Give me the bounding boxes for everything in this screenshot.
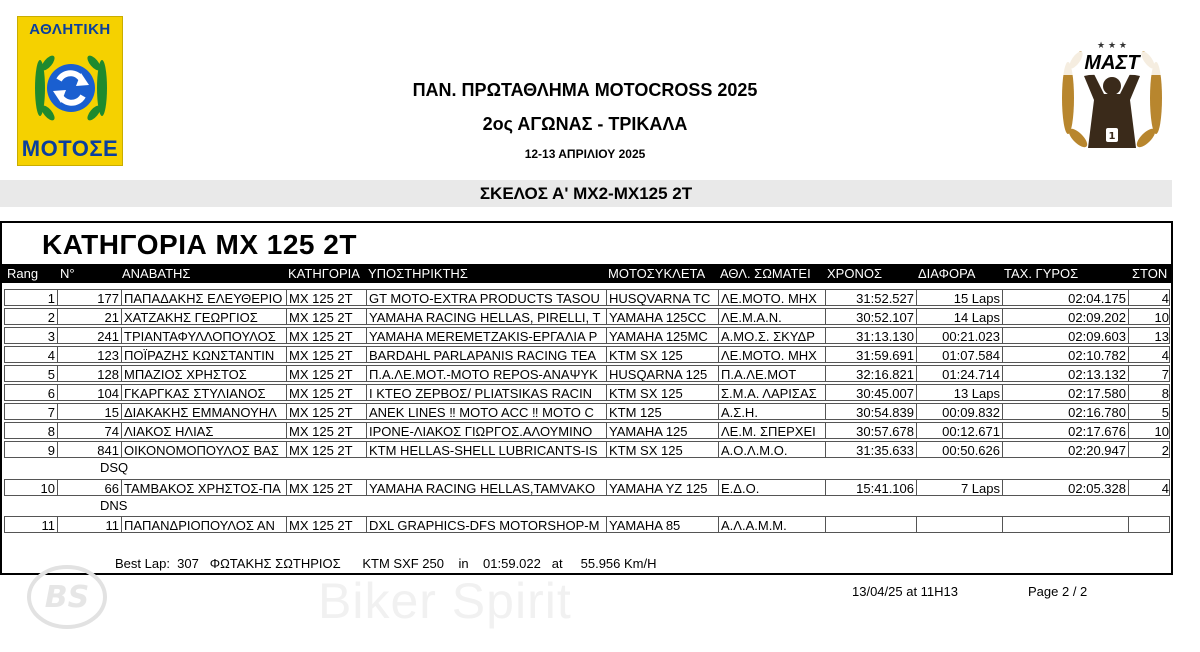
cell-best: 02:16.780: [1002, 404, 1128, 419]
cell-rang: 6: [47, 386, 55, 400]
header-category: ΚΑΤΗΓΟΡΙΑ: [288, 266, 360, 281]
cell-club: Α.Σ.Η.: [718, 404, 825, 419]
header-bike: ΜΟΤΟΣΥΚΛΕΤΑ: [608, 266, 706, 281]
cell-num: 123: [57, 347, 121, 362]
cell-category: MX 125 2T: [286, 423, 366, 438]
cell-bike: YAMAHA YZ 125: [606, 480, 718, 495]
cell-time: 30:54.839: [825, 404, 916, 419]
cell-rider: ΛΙΑΚΟΣ ΗΛΙΑΣ: [121, 423, 286, 438]
cell-time: 31:52.527: [825, 290, 916, 305]
cell-rider: ΠΑΠΑΝΔΡΙΟΠΟΥΛΟΣ ΑΝ: [121, 517, 286, 532]
cell-rang: 11: [41, 518, 55, 532]
best-lap-time: 01:59.022: [483, 556, 541, 571]
header-time: ΧΡΟΝΟΣ: [827, 266, 882, 281]
cell-best: 02:09.603: [1002, 328, 1128, 343]
footer-date: 13/04/25 at 11H13: [852, 584, 959, 599]
cell-num: 66: [57, 480, 121, 495]
cell-lap: 8: [1128, 385, 1171, 400]
cell-num: 128: [57, 366, 121, 381]
cell-club: ΛΕ.ΜΟΤΟ. ΜΗΧ: [718, 347, 825, 362]
cell-club: Ε.Δ.Ο.: [718, 480, 825, 495]
cell-sponsor: YAMAHA RACING HELLAS, PIRELLI, T: [366, 309, 606, 324]
cell-lap: 5: [1128, 404, 1171, 419]
cell-rang: 7: [47, 405, 55, 419]
cell-category: MX 125 2T: [286, 290, 366, 305]
logo-left-top-text: ΑΘΛΗΤΙΚΗ: [29, 21, 111, 38]
cell-num: 21: [57, 309, 121, 324]
watermark-logo-text: BS: [44, 580, 90, 615]
cell-club: Π.Α.ΛΕ.ΜΟΤ: [718, 366, 825, 381]
cell-time: 31:59.691: [825, 347, 916, 362]
cell-lap: 10: [1128, 423, 1171, 438]
table-row: [4, 308, 1170, 325]
cell-bike: KTM SX 125: [606, 385, 718, 400]
cell-time: 31:13.130: [825, 328, 916, 343]
section-title: ΣΚΕΛΟΣ Α' MX2-MX125 2T: [0, 180, 1172, 207]
cell-bike: YAMAHA 125CC: [606, 309, 718, 324]
cell-diff: 13 Laps: [916, 385, 1002, 400]
cell-best: 02:17.580: [1002, 385, 1128, 400]
cell-best: 02:13.132: [1002, 366, 1128, 381]
category-title: ΚΑΤΗΓΟΡΙΑ MX 125 2T: [42, 229, 357, 260]
mast-logo: [1054, 36, 1170, 156]
cell-sponsor: Π.Α.ΛΕ.ΜΟΤ.-MOTO REPOS-ΑΝΑΨΥΚ: [366, 366, 606, 381]
cell-diff: 01:07.584: [916, 347, 1002, 362]
cell-best: 02:05.328: [1002, 480, 1128, 495]
cell-time: 31:35.633: [825, 442, 916, 457]
cell-best: 02:09.202: [1002, 309, 1128, 324]
cell-best: 02:10.782: [1002, 347, 1128, 362]
championship-title: ΠΑΝ. ΠΡΩΤΑΘΛΗΜΑ MOTOCROSS 2025: [412, 80, 758, 100]
table-row: [4, 479, 1170, 496]
cell-num: 15: [57, 404, 121, 419]
table-row: [4, 346, 1170, 363]
logo-left-bottom-text: ΜΟΤΟΣΕ: [21, 136, 119, 161]
cell-sponsor: YAMAHA RACING HELLAS,TAMVAKO: [366, 480, 606, 495]
best-lap-in: in: [458, 556, 469, 571]
cell-time: 32:16.821: [825, 366, 916, 381]
best-lap-rider: ΦΩΤΑΚΗΣ ΣΩΤΗΡΙΟΣ: [209, 556, 341, 571]
cell-best: 02:17.676: [1002, 423, 1128, 438]
cell-rider: ΧΑΤΖΑΚΗΣ ΓΕΩΡΓΙΟΣ: [121, 309, 286, 324]
cell-sponsor: ΙΡΟΝΕ-ΛΙΑΚΟΣ ΓΙΩΡΓΟΣ.ΑΛΟΥΜΙΝΟ: [366, 423, 606, 438]
cell-category: MX 125 2T: [286, 347, 366, 362]
cell-num: 241: [57, 328, 121, 343]
best-lap-number: 307: [177, 556, 199, 571]
cell-num: 104: [57, 385, 121, 400]
cell-category: MX 125 2T: [286, 328, 366, 343]
header-number: N°: [60, 266, 75, 281]
cell-diff: 00:21.023: [916, 328, 1002, 343]
table-row: [4, 365, 1170, 382]
cell-diff: 00:50.626: [916, 442, 1002, 457]
cell-time: [825, 517, 916, 532]
table-row: [4, 441, 1170, 458]
best-lap-label: Best Lap:: [115, 556, 170, 571]
cell-sponsor: DXL GRAPHICS-DFS MOTORSHOP-M: [366, 517, 606, 532]
cell-diff: 00:12.671: [916, 423, 1002, 438]
header-rider: ΑΝΑΒΑΤΗΣ: [122, 266, 191, 281]
cell-time: 30:57.678: [825, 423, 916, 438]
cell-sponsor: KTM HELLAS-SHELL LUBRICANTS-IS: [366, 442, 606, 457]
cell-rider: ΜΠΑΖΙΟΣ ΧΡΗΣΤΟΣ: [121, 366, 286, 381]
cell-lap: 4: [1128, 480, 1171, 495]
cell-diff: 7 Laps: [916, 480, 1002, 495]
race-date: 12-13 ΑΠΡΙΛΙΟΥ 2025: [524, 147, 646, 161]
cell-num: 11: [57, 517, 121, 532]
cell-category: MX 125 2T: [286, 309, 366, 324]
best-lap-bike: KTM SXF 250: [362, 556, 444, 571]
best-lap-at: at: [551, 556, 563, 571]
cell-club: Α.ΜΟ.Σ. ΣΚΥΔΡ: [718, 328, 825, 343]
cell-rang: 4: [47, 348, 55, 362]
table-row: [4, 327, 1170, 344]
cell-bike: HUSQVARNA TC: [606, 290, 718, 305]
cell-sponsor: BARDAHL PARLAPANIS RACING TEA: [366, 347, 606, 362]
cell-sponsor: ANEK LINES ‼ MOTO ACC ‼ MOTO C: [366, 404, 606, 419]
cell-rider: ΟΙΚΟΝΟΜΟΠΟΥΛΟΣ ΒΑΣ: [121, 442, 286, 457]
cell-diff: 15 Laps: [916, 290, 1002, 305]
cell-lap: 2: [1128, 442, 1171, 457]
cell-num: 177: [57, 290, 121, 305]
cell-sponsor: GT MOTO-EXTRA PRODUCTS TASOU: [366, 290, 606, 305]
table-row: [4, 422, 1170, 439]
footer-page: Page 2 / 2: [1028, 584, 1088, 599]
cell-num: 74: [57, 423, 121, 438]
cell-club: Σ.Μ.Α. ΛΑΡΙΣΑΣ: [718, 385, 825, 400]
header-sponsor: ΥΠΟΣΤΗΡΙΚΤΗΣ: [368, 266, 468, 281]
cell-diff: 00:09.832: [916, 404, 1002, 419]
cell-category: MX 125 2T: [286, 385, 366, 400]
cell-club: ΛΕ.Μ.Α.Ν.: [718, 309, 825, 324]
header-lap: ΣΤΟΝ: [1132, 266, 1168, 281]
cell-category: MX 125 2T: [286, 517, 366, 532]
header-rang: Rang: [7, 266, 39, 281]
cell-lap: [1128, 517, 1171, 532]
cell-rang: 2: [47, 310, 55, 324]
cell-time: 30:52.107: [825, 309, 916, 324]
cell-time: 15:41.106: [825, 480, 916, 495]
cell-rang: 3: [47, 329, 55, 343]
cell-category: MX 125 2T: [286, 480, 366, 495]
cell-club: ΛΕ.Μ. ΣΠΕΡΧΕΙ: [718, 423, 825, 438]
cell-category: MX 125 2T: [286, 404, 366, 419]
cell-rider: ΠΑΠΑΔΑΚΗΣ ΕΛΕΥΘΕΡΙΟ: [121, 290, 286, 305]
best-lap-line: [115, 556, 657, 571]
header-best-lap: ΤΑΧ. ΓΥΡΟΣ: [1004, 266, 1079, 281]
cell-sponsor: YAMAHA MEREMETZAKIS-ΕΡΓΑΛΙΑ Ρ: [366, 328, 606, 343]
header-diff: ΔΙΑΦΟΡΑ: [918, 266, 976, 281]
cell-rider: ΠΟΪΡΑΖΗΣ ΚΩΝΣΤΑΝΤΙΝ: [121, 347, 286, 362]
cell-rider: ΔΙΑΚΑΚΗΣ ΕΜΜΑΝΟΥΗΛ: [121, 404, 286, 419]
cell-category: MX 125 2T: [286, 442, 366, 457]
cell-best: 02:20.947: [1002, 442, 1128, 457]
cell-lap: 13: [1128, 328, 1171, 343]
cell-category: MX 125 2T: [286, 366, 366, 381]
table-row: [4, 289, 1170, 306]
cell-club: Α.Ο.Λ.Μ.Ο.: [718, 442, 825, 457]
cell-rang: 5: [47, 367, 55, 381]
cell-bike: KTM SX 125: [606, 347, 718, 362]
best-lap-speed: 55.956 Km/H: [580, 556, 657, 571]
race-subtitle: 2ος ΑΓΩΝΑΣ - ΤΡΙΚΑΛΑ: [482, 114, 688, 134]
table-row: [4, 403, 1170, 420]
cell-rider: ΤΑΜΒΑΚΟΣ ΧΡΗΣΤΟΣ-ΠΑ: [121, 480, 286, 495]
cell-club: ΛΕ.ΜΟΤΟ. ΜΗΧ: [718, 290, 825, 305]
motose-logo-icon: [26, 43, 116, 133]
cell-rider: ΤΡΙΑΝΤΑΦΥΛΛΟΠΟΥΛΟΣ: [121, 328, 286, 343]
cell-rang: 1: [47, 291, 55, 305]
cell-rang: 8: [47, 424, 55, 438]
cell-best: [1002, 517, 1128, 532]
cell-bike: KTM 125: [606, 404, 718, 419]
cell-rang: 10: [40, 481, 55, 495]
cell-bike: YAMAHA 125MC: [606, 328, 718, 343]
cell-bike: YAMAHA 85: [606, 517, 718, 532]
table-header: [2, 264, 1171, 283]
cell-club: Α.Λ.Α.Μ.Μ.: [718, 517, 825, 532]
cell-bike: YAMAHA 125: [606, 423, 718, 438]
cell-lap: 4: [1128, 290, 1171, 305]
mast-logo-text: ΜΑΣΤ: [1054, 52, 1170, 75]
cell-num: 841: [57, 442, 121, 457]
cell-lap: 7: [1128, 366, 1171, 381]
svg-text:★ ★ ★: ★ ★ ★: [1097, 41, 1127, 51]
dns-label: DNS: [100, 498, 128, 513]
table-row: [4, 384, 1170, 401]
table-row: [4, 516, 1170, 533]
bikerspirit-watermark-icon: [22, 562, 112, 632]
cell-diff: 01:24.714: [916, 366, 1002, 381]
cell-lap: 10: [1128, 309, 1171, 324]
watermark-text: Biker Spirit: [318, 573, 572, 629]
cell-best: 02:04.175: [1002, 290, 1128, 305]
dsq-label: DSQ: [100, 460, 129, 475]
cell-rider: ΓΚΑΡΓΚΑΣ ΣΤΥΛΙΑΝΟΣ: [121, 385, 286, 400]
cell-diff: 14 Laps: [916, 309, 1002, 324]
cell-bike: KTM SX 125: [606, 442, 718, 457]
cell-diff: [916, 517, 1002, 532]
cell-lap: 4: [1128, 347, 1171, 362]
cell-time: 30:45.007: [825, 385, 916, 400]
cell-rang: 9: [47, 443, 55, 457]
cell-bike: HUSQARNA 125: [606, 366, 718, 381]
motose-logo: [17, 16, 123, 166]
cell-sponsor: Ι ΚΤΕΟ ΖΕΡΒΟΣ/ PLIATSIKAS RACIN: [366, 385, 606, 400]
header-club: ΑΘΛ. ΣΩΜΑΤΕΙ: [720, 266, 811, 281]
svg-text:1: 1: [1108, 131, 1116, 142]
